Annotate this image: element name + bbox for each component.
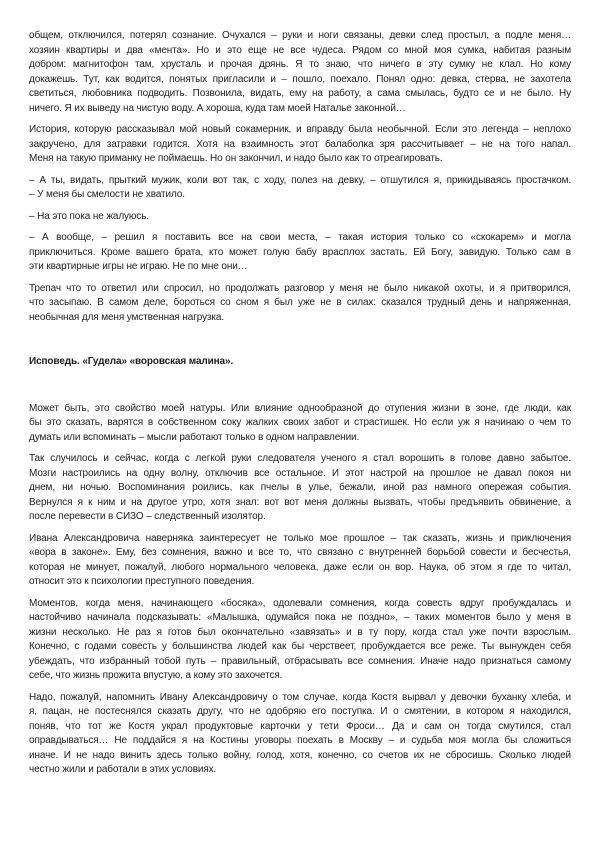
text-line: Надо, пожалуй, напомнить Ивану Александровичу о том случае, когда Костя вырвал у девочки буханку хлеба, и [29,691,571,703]
section-heading [29,355,571,370]
text-line: хозяин квартиры и два «мента». Но и это еще не все чудеса. Рядом со мной моя сумка, набитая разным [29,44,571,56]
paragraph [29,691,571,778]
text-line: честно жили и работали в этих условиях. [29,764,217,775]
paragraph [29,532,571,590]
text-line: что засыпаю. В самом деле, бороться со сном я был уже не в силах: сказался трудный день и напряженная, [29,297,571,308]
text-line: – На это пока не жалуюсь. [29,210,149,222]
text-line: – У меня бы смелости не хватило. [29,189,185,200]
text-line: бы это сказать, варятся в собственном соку жалких своих забот и страстишек. Но если уж я начинаю о чем то [29,417,571,428]
text-line: необычная для меня умственная нагрузка. [29,311,224,323]
paragraph [29,597,571,684]
text-line: – А вообще, – решил я поставить все на свои места, – такая история только со «скокарем» и могла [29,232,571,243]
text-line: себе, что жизнь прожита впустую, а кому это захочется. [29,670,283,681]
paragraph [29,29,571,116]
text-line: Может быть, это свойство моей натуры. Или влияние однообразной до отупения жизни в зоне, где люди, как [29,402,571,414]
paragraph [29,402,571,446]
paragraph [29,174,571,203]
text-line: днем, ни ночью. Воспоминания роились, как пчелы в улье, бежали, иной раз намного опережая события. [29,482,571,493]
text-line: закручено, для затравки годится. Хотя на взаимность этот балаболка зря рассчитывает – не на того напал. [29,138,571,150]
text-line: после перевести в СИЗО – следственный изолятор. [29,511,266,522]
text-line: добром: магнитофон там, хрусталь и прочая дрянь. Я то знаю, что ничего в эту сумку не клал. Но кому [29,59,571,70]
text-line: докажешь. Тут, как водится, понятых пригласили и – пошло, поехало. Понял одно: девка, стерва, не захотела [29,73,571,85]
paragraph [29,123,571,167]
document-page [29,29,571,785]
text-line: Конечно, с годами совесть у большинства людей как бы черствеет, пробуждается все реже. Ты вынужден себя [29,641,571,652]
text-line: Так случилось и сейчас, когда с легкой руки следователя ученого я стал ворошить в голове давно забытое. [29,453,571,464]
text-line: – А ты, видать, прыткий мужик, коли вот так, с ходу, полез на девку, – отшутился я, прикидываясь простачком. [29,174,571,186]
text-line: думать или вспоминать – мысли работают только в одном направлении. [29,431,360,443]
text-line: убеждать, что избранный тобой путь – правильный, отбрасывать все сомнения. Иначе надо признаться самому [29,655,571,667]
text-line: настойчиво начинала подсказывать: «Малышка, одумайся пока не поздно», – таких моментов было у меня в [29,612,571,623]
text-line: относит это к психологии преступного поведения. [29,576,255,587]
text-line: История, которую рассказывал мой новый сокамерник, и вправду была необычной. Если это легенда – неплохо [29,124,571,135]
text-line: Моментов, когда меня, начинающего «босяка», одолевали сомнения, когда совесть вдруг пробуждалась и [29,597,571,609]
text-line: которая не минует, пожалуй, любого нормального человека, даже если он вор. Наука, об этом я где то читал, [29,561,571,573]
paragraph [29,210,571,225]
text-line: приключиться. Кроме вашего брата, кто может голую бабу врасплох застать. Ей Богу, завидую. Только сам в [29,246,571,258]
text-line: поняв, что тот же Костя украл продуктовые карточки у тети Фроси… Да и сам он тогда смутился, стал [29,720,571,732]
text-line: Исповедь. «Гудела» «воровская малина». [29,356,234,367]
text-line: я, пацан, не постеснялся сказать другу, что не одобряю его поступка. И о смятении, в котором я находился, [29,706,571,717]
text-line: Трепач что то ответил или спросил, но продолжать разговор у меня не было никакой охоты, и я притворился, [29,282,571,294]
text-line: светиться, любовника подводить. Позвонила, видать, ему на работу, а сама смылась, будто се и не было. Ну [29,88,571,99]
text-line: Мозги настроились на одну волну, отключив все остальное. И этот настрой на прошлое не давал покоя ни [29,467,571,479]
text-line: ничего. Я их выведу на чистую воду. А хороша, куда там моей Наталье законной… [29,102,406,114]
text-line: Меня на такую приманку не поймаешь. Но он закончил, и надо было как то отреагировать. [29,153,443,164]
text-line: Ивана Александровича наверняка заинтересует не только мое прошлое – так сказать, жизнь и приключения [29,532,571,544]
text-line: «вора в законе». Ему, без сомнения, важно и все то, что связано с внутренней борьбой совести и бесчестья, [29,547,571,558]
paragraph [29,282,571,326]
paragraph [29,452,571,525]
text-line: оправдываться… Не поддайся я на Костины уговоры поехать в Москву – и судьба моя могла бы сложиться [29,735,571,746]
text-line: общем, отключился, потерял сознание. Очухался – руки и ноги связаны, девки след простыл, а подле меня… [29,30,571,41]
text-line: эти квартирные игры не играю. Не по мне они… [29,261,248,272]
text-line: иначе. И не надо винить здесь только войну, голод, хотя, конечно, со счетов их не сбросишь. Сколько людей [29,749,571,761]
text-line: жизни несколько. Не раз я готов был окончательно «завязать» и в ту пору, когда стал уже почти взрослым. [29,626,571,638]
paragraph [29,231,571,275]
text-line: Вернулся я к ним и на другое утро, хотя знал: вот вот меня должны вызвать, чтобы предъявить обвинение, а [29,496,571,508]
